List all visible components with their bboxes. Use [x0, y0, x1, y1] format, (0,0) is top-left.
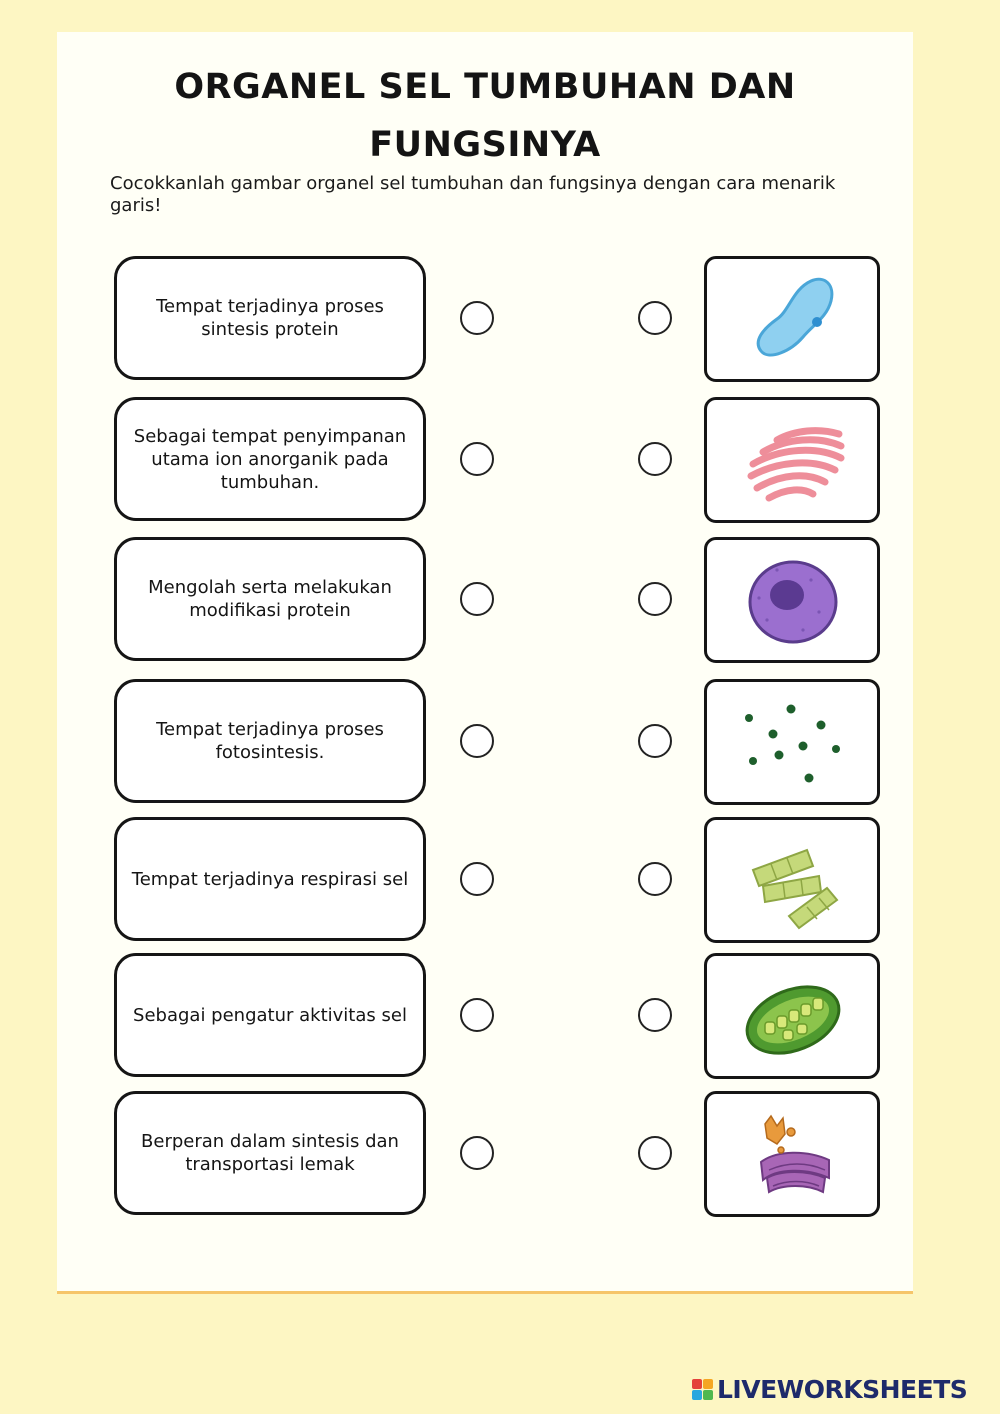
left-connector-dot-7[interactable]: [460, 1136, 494, 1170]
right-connector-dot-5[interactable]: [638, 862, 672, 896]
organelle-image-box-5: [704, 817, 880, 943]
chloroplast-icon: [707, 956, 880, 1079]
right-connector-dot-7[interactable]: [638, 1136, 672, 1170]
organelle-image-box-1: [704, 256, 880, 382]
match-row-2: [0, 397, 1000, 525]
match-row-6: [0, 953, 1000, 1081]
function-box-7: [114, 1091, 426, 1215]
left-connector-dot-1[interactable]: [460, 301, 494, 335]
instruction-text: Cocokkanlah gambar organel sel tumbuhan dan fungsinya dengan cara menarik garis!: [110, 173, 836, 216]
function-text-5: Tempat terjadinya respirasi sel: [131, 868, 409, 890]
liveworksheets-logo: [692, 1374, 967, 1404]
organelle-image-box-3: [704, 537, 880, 663]
sheet-bottom-rule: [57, 1291, 913, 1294]
match-row-7: [0, 1091, 1000, 1219]
golgi-apparatus-icon: [707, 1094, 880, 1217]
smooth-er-icon: [707, 820, 880, 943]
ribosome-icon: [707, 682, 880, 805]
endoplasmic-reticulum-icon: [707, 400, 880, 523]
organelle-image-box-4: [704, 679, 880, 805]
function-text-2: Sebagai tempat penyimpanan utama ion anorganik pada tumbuhan.: [133, 425, 407, 493]
organelle-image-box-2: [704, 397, 880, 523]
left-connector-dot-2[interactable]: [460, 442, 494, 476]
right-connector-dot-3[interactable]: [638, 582, 672, 616]
right-connector-dot-2[interactable]: [638, 442, 672, 476]
right-connector-dot-1[interactable]: [638, 301, 672, 335]
function-box-2: [114, 397, 426, 521]
left-connector-dot-6[interactable]: [460, 998, 494, 1032]
function-text-6: Sebagai pengatur aktivitas sel: [133, 1004, 407, 1026]
organelle-image-box-6: [704, 953, 880, 1079]
match-row-1: [0, 256, 1000, 384]
title-line-2: FUNGSINYA: [369, 125, 601, 165]
function-box-3: [114, 537, 426, 661]
function-box-4: [114, 679, 426, 803]
function-box-6: [114, 953, 426, 1077]
match-row-3: [0, 537, 1000, 665]
left-connector-dot-4[interactable]: [460, 724, 494, 758]
match-row-4: [0, 679, 1000, 807]
function-box-5: [114, 817, 426, 941]
function-text-7: Berperan dalam sintesis dan transportasi lemak: [141, 1131, 399, 1175]
function-text-4: Tempat terjadinya proses fotosintesis.: [156, 719, 384, 763]
right-connector-dot-4[interactable]: [638, 724, 672, 758]
organelle-image-box-7: [704, 1091, 880, 1217]
function-text-3: Mengolah serta melakukan modifikasi protein: [148, 577, 392, 621]
left-connector-dot-5[interactable]: [460, 862, 494, 896]
function-text-1: Tempat terjadinya proses sintesis protein: [156, 296, 384, 340]
function-box-1: [114, 256, 426, 380]
left-connector-dot-3[interactable]: [460, 582, 494, 616]
liveworksheets-mark-icon: [692, 1379, 713, 1400]
nucleus-icon: [707, 540, 880, 663]
match-row-5: [0, 817, 1000, 945]
brand-name: LIVEWORKSHEETS: [717, 1374, 968, 1404]
vacuole-icon: [707, 259, 880, 382]
right-connector-dot-6[interactable]: [638, 998, 672, 1032]
worksheet-title: [57, 58, 913, 174]
title-line-1: ORGANEL SEL TUMBUHAN DAN: [174, 67, 796, 107]
